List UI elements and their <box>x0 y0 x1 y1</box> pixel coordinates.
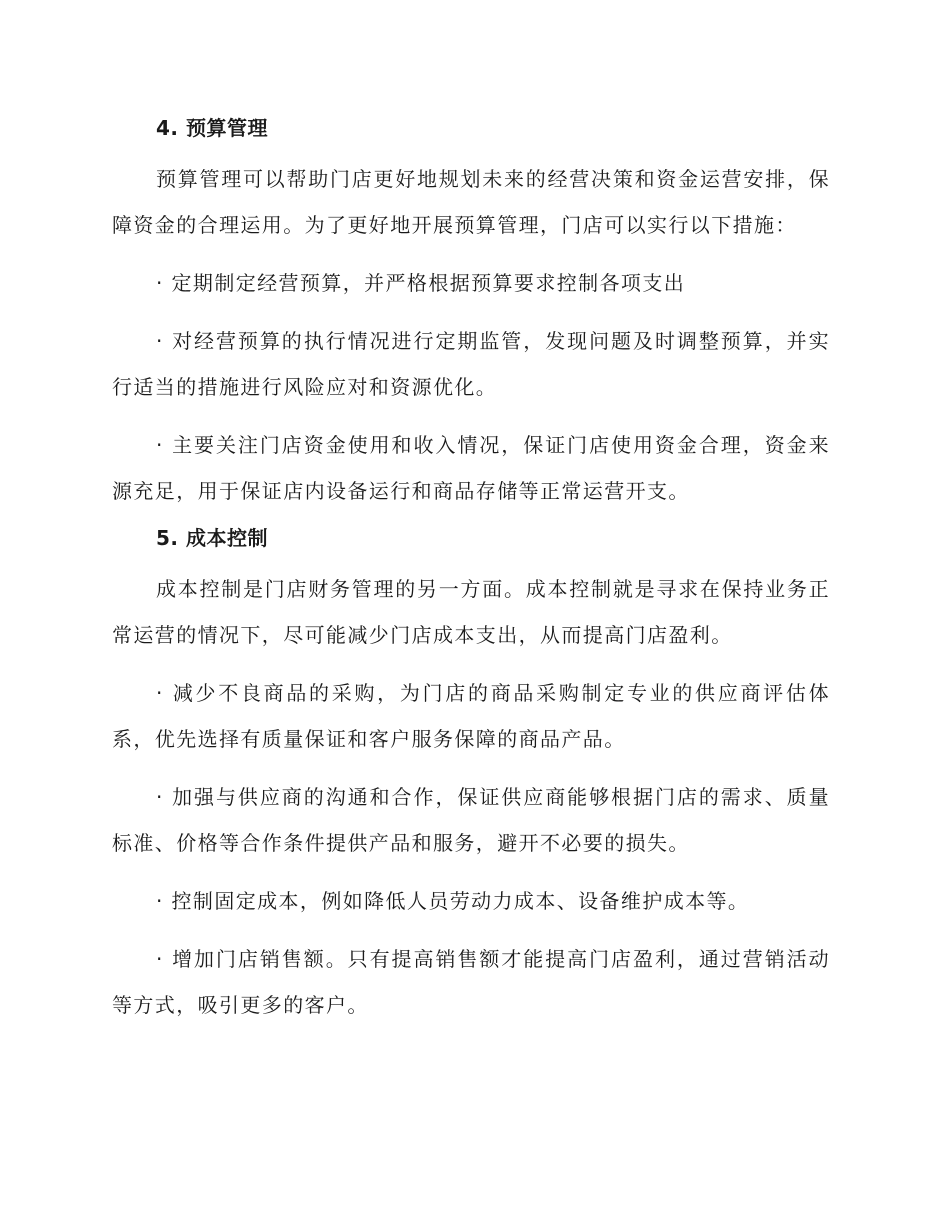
document-page <box>112 112 830 1028</box>
budget-bullet-item: · 对经营预算的执行情况进行定期监管，发现问题及时调整预算，并实行适当的措施进行风险应对和资源优化。 <box>112 329 830 399</box>
section-heading-budget: 4. 预算管理 <box>156 116 268 140</box>
budget-intro-paragraph: 预算管理可以帮助门店更好地规划未来的经营决策和资金运营安排，保障资金的合理运用。为了更好地开展预算管理，门店可以实行以下措施： <box>112 167 830 237</box>
budget-bullet-item: · 主要关注门店资金使用和收入情况，保证门店使用资金合理，资金来源充足，用于保证店内设备运行和商品存储等正常运营开支。 <box>112 433 830 503</box>
cost-bullet-item: · 控制固定成本，例如降低人员劳动力成本、设备维护成本等。 <box>156 889 750 913</box>
budget-bullet-item: · 定期制定经营预算，并严格根据预算要求控制各项支出 <box>156 271 686 295</box>
cost-intro-paragraph: 成本控制是门店财务管理的另一方面。成本控制就是寻求在保持业务正常运营的情况下，尽可能减少门店成本支出，从而提高门店盈利。 <box>112 577 830 647</box>
cost-bullet-item: · 增加门店销售额。只有提高销售额才能提高门店盈利，通过营销活动等方式，吸引更多的客户。 <box>112 947 830 1017</box>
cost-bullet-item: · 加强与供应商的沟通和合作，保证供应商能够根据门店的需求、质量标准、价格等合作条件提供产品和服务，避开不必要的损失。 <box>112 785 830 855</box>
section-heading-cost-control: 5. 成本控制 <box>156 526 268 550</box>
cost-bullet-item: · 减少不良商品的采购，为门店的商品采购制定专业的供应商评估体系，优先选择有质量保证和客户服务保障的商品产品。 <box>112 681 830 751</box>
